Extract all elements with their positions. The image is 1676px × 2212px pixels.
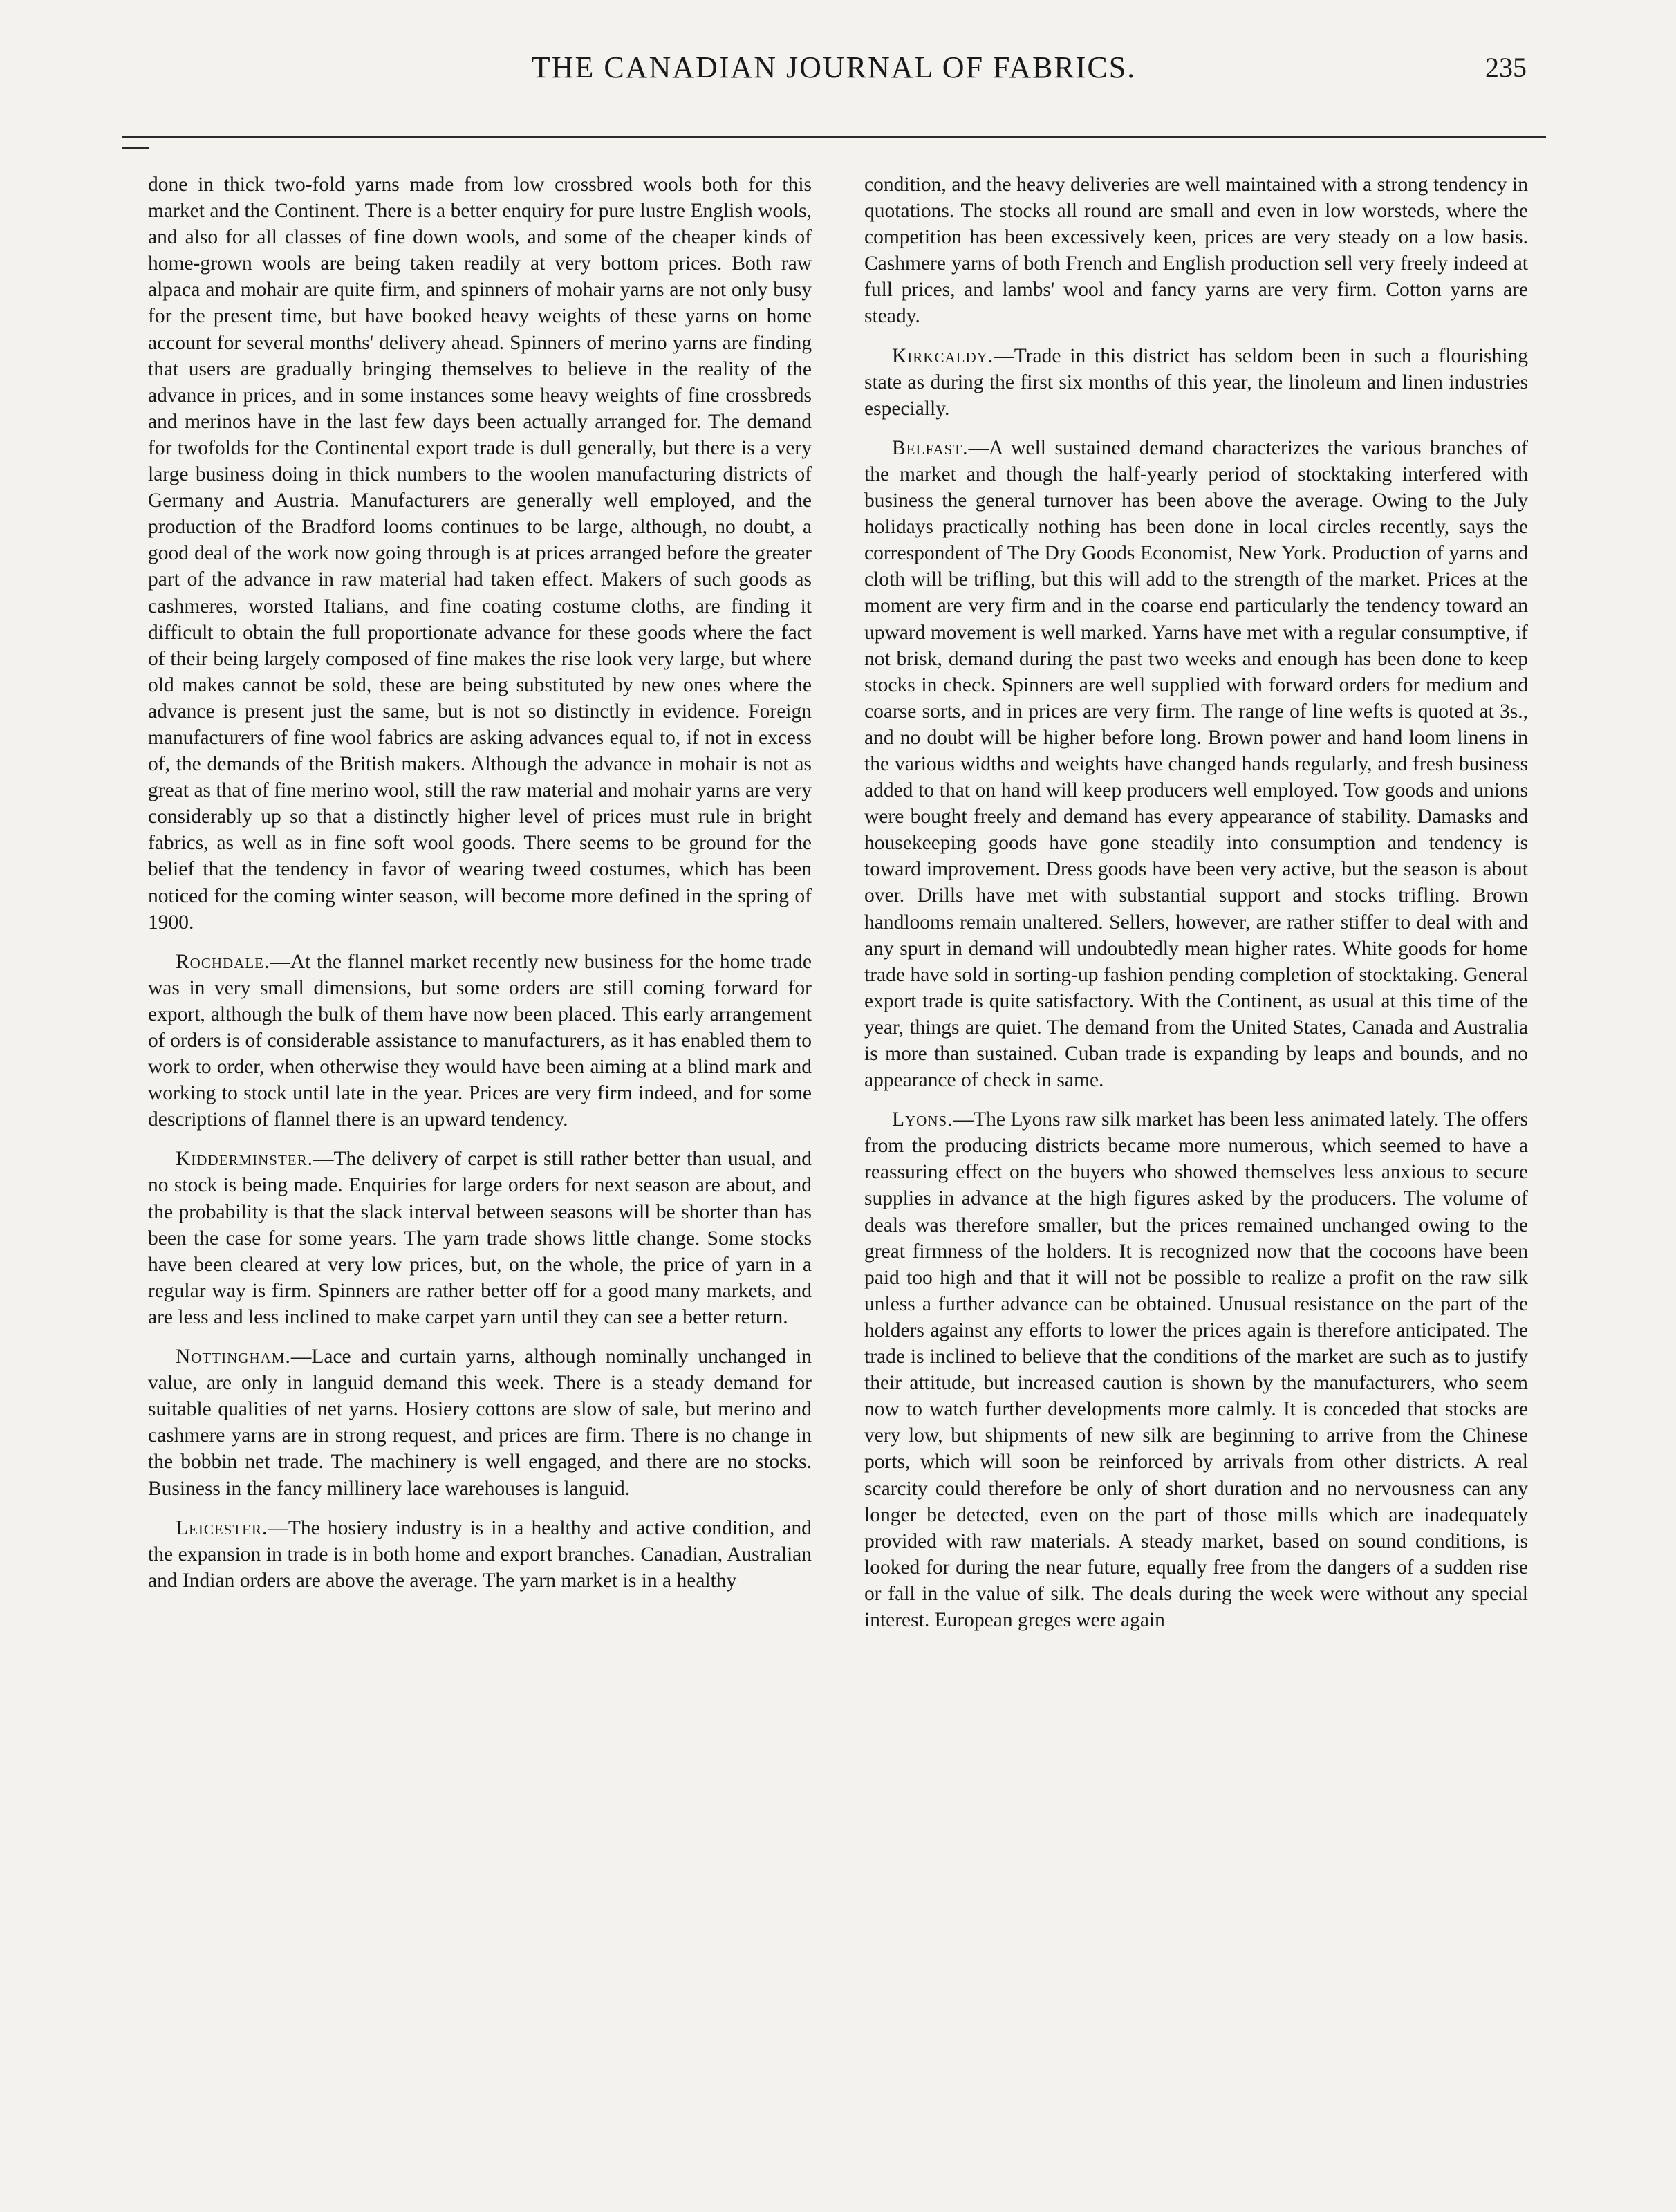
article-paragraph: Kirkcaldy.—Trade in this district has seldom been in such a flourishing state as during the first six months of this year, the linoleum and linen industries especially. — [864, 344, 1528, 420]
running-title: THE CANADIAN JOURNAL OF FABRICS. — [531, 50, 1137, 84]
article-paragraph: Rochdale.—At the flannel market recently new business for the home trade was in very small dimensions, but some orders are still coming forward for export, although the bulk of them have now been placed. This early arrangement of orders is of considerable assistance to manufacturers, as it has enabled them to work to order, when otherwise they would have been aiming at a blind mark and working to stock until late in the year. Prices are very firm indeed, and for some descriptions of flannel there is an upward tendency. — [148, 950, 812, 1131]
place-heading: Rochdale. — [176, 950, 270, 973]
header-rule — [122, 136, 1546, 138]
place-heading: Nottingham. — [176, 1346, 291, 1368]
page-header — [122, 50, 1546, 105]
place-heading: Belfast. — [892, 436, 969, 459]
article-paragraph: Kidderminster.—The delivery of carpet is still rather better than usual, and no stock is being made. Enquiries for large orders for next season are about, and the probability is that the slack interval between seasons will be shorter than has been the case for some years. The yarn trade shows little change. Some stocks have been cleared at very low prices, but, on the whole, the price of yarn in a regular way is firm. Spinners are rather better off for a good many markets, and are less and less inclined to make carpet yarn until they can see a better return. — [148, 1148, 812, 1328]
article-paragraph: done in thick two-fold yarns made from low crossbred wools both for this market and the Continent. There is a better enquiry for pure lustre English wools, and also for all classes of fine down wools, and some of the cheaper kinds of home-grown wools are being taken readily at very bottom prices. Both raw alpaca and mohair are quite firm, and spinners of mohair yarns are not only busy for the present time, but have booked heavy weights of these yarns on home account for several months' delivery ahead. Spinners of merino yarns are finding that users are gradually bringing themselves to believe in the reality of the advance in prices, and in some instances some heavy weights of fine crossbreds and merinos have in the last few days been actually arranged for. The demand for twofolds for the Continental export trade is dull generally, but there is a very large business doing in thick numbers to the woolen manufacturing districts of Germany and Austria. Manufacturers are generally well employed, and the production of the Bradford looms continues to be large, although, no doubt, a good deal of the work now going through is at prices arranged before the greater part of the advance in raw material had taken effect. Makers of such goods as cashmeres, worsted Italians, and fine coating costume cloths, are finding it difficult to obtain the full proportionate advance for these goods where the fact of their being largely composed of fine makes the rise look very large, but where old makes cannot be sold, these are being substituted by new ones where the advance is present just the same, but is not so distinctly in evidence. Foreign manufacturers of fine wool fabrics are asking advances equal to, if not in excess of, the demands of the British makers. Although the advance in mohair is not as great as that of fine merino wool, still the raw material and mohair yarns are very considerably up so that a distinctly higher level of prices must rule in bright fabrics, as well as in fine soft wool goods. There seems to be ground for the belief that the tendency in favor of wearing tweed costumes, which has been noticed for the coming winter season, will become more defined in the spring of 1900. — [148, 174, 812, 933]
header-rule-mark — [122, 147, 149, 149]
place-heading: Kirkcaldy. — [892, 344, 994, 367]
place-heading: Lyons. — [892, 1108, 953, 1131]
right-column — [864, 171, 1528, 1646]
page-number: 235 — [1485, 52, 1527, 83]
place-heading: Kidderminster. — [176, 1148, 314, 1171]
article-paragraph: Nottingham.—Lace and curtain yarns, although nominally unchanged in value, are only in languid demand this week. There is a steady demand for suitable qualities of net yarns. Hosiery cottons are slow of sale, but merino and cashmere yarns are in strong request, and prices are firm. There is no change in the bobbin net trade. The machinery is well engaged, and there are no stocks. Business in the fancy millinery lace warehouses is languid. — [148, 1346, 812, 1500]
article-paragraph: condition, and the heavy deliveries are well maintained with a strong tendency in quotations. The stocks all round are small and even in low worsteds, where the competition has been excessively keen, prices are very steady on a low basis. Cashmere yarns of both French and English production sell very freely indeed at full prices, and lambs' wool and fancy yarns are very firm. Cotton yarns are steady. — [864, 174, 1528, 328]
article-paragraph: Belfast.—A well sustained demand characterizes the various branches of the market and though the half-yearly period of stocktaking interfered with business the general turnover has been above the average. Owing to the July holidays practically nothing has been done in local circles recently, says the correspondent of The Dry Goods Economist, New York. Production of yarns and cloth will be trifling, but this will add to the strength of the market. Prices at the moment are very firm and in the coarse end particularly the tendency toward an upward movement is well marked. Yarns have met with a regular consumptive, if not brisk, demand during the past two weeks and enough has been done to keep stocks in check. Spinners are well supplied with forward orders for medium and coarse sorts, and in prices are very firm. The range of line wefts is quoted at 3s., and no doubt will be higher before long. Brown power and hand loom linens in the various widths and weights have changed hands regularly, and fresh business added to that on hand will keep producers well employed. Tow goods and unions were bought freely and demand has every appearance of stability. Damasks and housekeeping goods have gone steadily into consumption and tendency is toward improvement. Dress goods have been very active, but the season is about over. Drills have met with substantial support and stocks trifling. Brown handlooms remain unaltered. Sellers, however, are rather stiffer to deal with and any spurt in demand will undoubtedly mean higher rates. White goods for home trade have sold in sorting-up fashion pending completion of stocktaking. General export trade is quite satisfactory. With the Continent, as usual at this time of the year, things are quiet. The demand from the United States, Canada and Australia is more than sustained. Cuban trade is expanding by leaps and bounds, and no appearance of check in same. — [864, 436, 1528, 1092]
article-paragraph: Lyons.—The Lyons raw silk market has been less animated lately. The offers from the producing districts became more numerous, which seemed to have a reassuring effect on the buyers who showed themselves less anxious to secure supplies in advance at the high figures asked by the producers. The volume of deals was therefore smaller, but the prices remained unchanged owing to the great firmness of the holders. It is recognized now that the cocoons have been paid too high and that it will not be possible to realize a profit on the raw silk unless a further advance can be obtained. Unusual resistance on the part of the holders against any efforts to lower the prices again is therefore anticipated. The trade is inclined to believe that the conditions of the market are such as to justify their attitude, but increased caution is shown by the manufacturers, who seem now to watch further developments more calmly. It is conceded that stocks are very low, but shipments of new silk are beginning to arrive from the Chinese ports, which will soon be reinforced by arrivals from other districts. A real scarcity could therefore be only of short duration and no nervousness can any longer be detected, even on the part of those mills which are inadequately provided with raw materials. A steady market, based on sound conditions, is looked for during the near future, equally free from the dangers of a sudden rise or fall in the value of silk. The deals during the week were without any special interest. European greges were again — [864, 1108, 1528, 1631]
left-column — [148, 171, 812, 1607]
place-heading: Leicester. — [176, 1516, 268, 1539]
article-paragraph: Leicester.—The hosiery industry is in a healthy and active condition, and the expansion in trade is in both home and export branches. Canadian, Australian and Indian orders are above the average. The yarn market is in a healthy — [148, 1516, 812, 1592]
